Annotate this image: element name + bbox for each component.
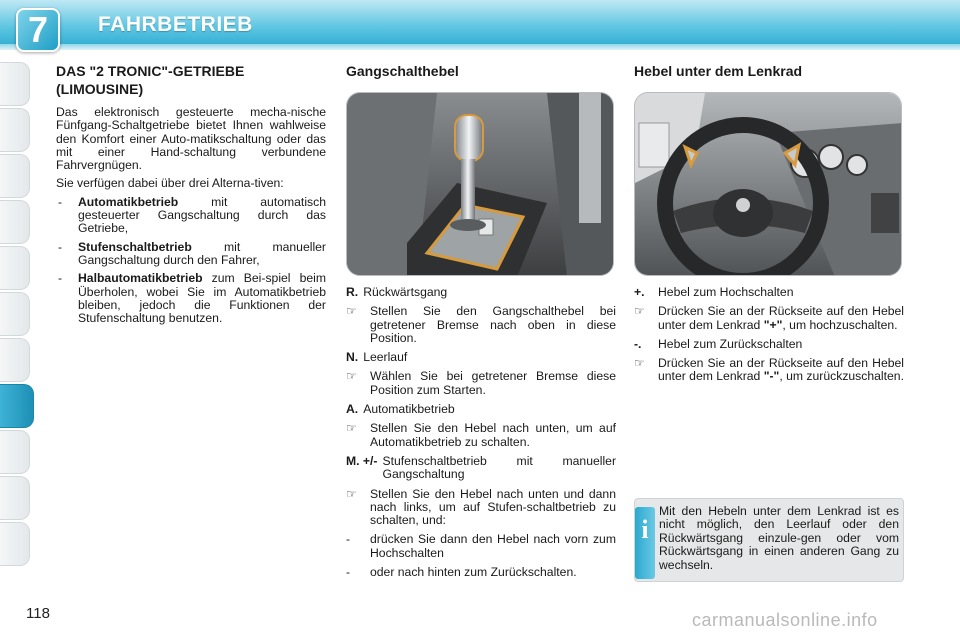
entry-minus: -. Hebel zum Zurückschalten bbox=[634, 336, 803, 351]
entry-hint: ☞ Wählen Sie bei getretener Bremse diese Position zum Starten. bbox=[346, 369, 616, 397]
list-item: - Halbautomatikbetrieb zum Bei-spiel beim Überholen, wobei Sie im Automatikbetrieb bleiben, jedoch die Funktionen der Stufenschaltung benutzen. bbox=[58, 271, 326, 326]
entry-r: R. Rückwärtsgang bbox=[346, 285, 448, 299]
intro-paragraph: Das elektronisch gesteuerte mecha-nische Fünfgang-Schaltgetriebe bietet Ihnen wahlweise den Komfort einer Auto-matikschaltung oder das mit einer Hand-schaltung verbundene Fahrvergnügen. bbox=[56, 105, 326, 173]
entry-plus: +. Hebel zum Hochschalten bbox=[634, 285, 794, 299]
chapter-tab[interactable] bbox=[0, 522, 30, 566]
entry-hint: ☞ Drücken Sie an der Rückseite auf den Hebel unter dem Lenkrad "+", um hochzuschalten. bbox=[634, 304, 904, 332]
alternatives-paragraph: Sie verfügen dabei über drei Alterna-tiven: bbox=[56, 176, 284, 191]
chapter-tab[interactable] bbox=[0, 108, 30, 152]
entry-a: A. Automatikbetrieb bbox=[346, 402, 455, 417]
info-box bbox=[634, 498, 904, 582]
chapter-title: FAHRBETRIEB bbox=[98, 13, 253, 36]
chapter-tab[interactable] bbox=[0, 246, 30, 290]
header-stripe bbox=[0, 44, 960, 50]
list-item: - Automatikbetrieb mit automatisch gesteuerter Gangschaltung durch das Getriebe, bbox=[58, 194, 326, 236]
chapter-tab[interactable] bbox=[0, 476, 30, 520]
info-icon: i bbox=[635, 507, 655, 579]
chapter-tab[interactable] bbox=[0, 154, 30, 198]
chapter-tab[interactable] bbox=[0, 338, 30, 382]
gear-lever-illustration bbox=[347, 93, 614, 276]
chapter-number-badge: 7 bbox=[16, 8, 60, 52]
entry-n: N. Leerlauf bbox=[346, 350, 408, 365]
entry-hint: ☞ Stellen Sie den Gangschalthebel bei getretener Bremse nach oben in diese Position. bbox=[346, 304, 616, 345]
chapter-tabs bbox=[0, 62, 34, 568]
entry-m: M. +/- Stufenschaltbetrieb mit manueller Gangschaltung bbox=[346, 453, 616, 482]
entry-hint: ☞ Stellen Sie den Hebel nach unten, um auf Automatikbetrieb zu schalten. bbox=[346, 421, 616, 449]
steering-paddles-column bbox=[634, 62, 904, 390]
entry-dash: - drücken Sie dann den Hebel nach vorn zum Hochschalten bbox=[346, 532, 616, 560]
entry-hint: ☞ Stellen Sie den Hebel nach unten und dann nach links, um auf Stufen-schaltbetrieb zu schalten, und: bbox=[346, 486, 616, 528]
section-heading: Hebel unter dem Lenkrad bbox=[634, 63, 803, 79]
section-heading: DAS "2 TRONIC"-GETRIEBE (LIMOUSINE) bbox=[56, 63, 245, 97]
gear-lever-column bbox=[346, 62, 616, 585]
chapter-tab[interactable] bbox=[0, 292, 30, 336]
page-number: 118 bbox=[26, 605, 50, 622]
intro-column bbox=[56, 62, 326, 330]
steering-wheel-illustration bbox=[635, 93, 902, 276]
section-heading: Gangschalthebel bbox=[346, 63, 459, 79]
entry-hint: ☞ Drücken Sie an der Rückseite auf den Hebel unter dem Lenkrad "-", um zurückzuschalten. bbox=[634, 356, 904, 384]
list-item: - Stufenschaltbetrieb mit manueller Gangschaltung durch den Fahrer, bbox=[58, 239, 326, 267]
gear-lever-photo bbox=[346, 92, 614, 276]
chapter-tab[interactable] bbox=[0, 430, 30, 474]
chapter-tab[interactable] bbox=[0, 62, 30, 106]
entry-dash: - oder nach hinten zum Zurückschalten. bbox=[346, 565, 577, 580]
watermark: carmanualsonline.info bbox=[692, 610, 878, 630]
chapter-tab[interactable] bbox=[0, 200, 30, 244]
chapter-tab-active[interactable] bbox=[0, 384, 34, 428]
info-text: Mit den Hebeln unter dem Lenkrad ist es nicht möglich, den Leerlauf oder den Rückwärtsgang einzule-gen oder vom Rückwärtsgang in einen anderen Gang zu wechseln. bbox=[659, 504, 899, 572]
steering-wheel-photo bbox=[634, 92, 902, 276]
